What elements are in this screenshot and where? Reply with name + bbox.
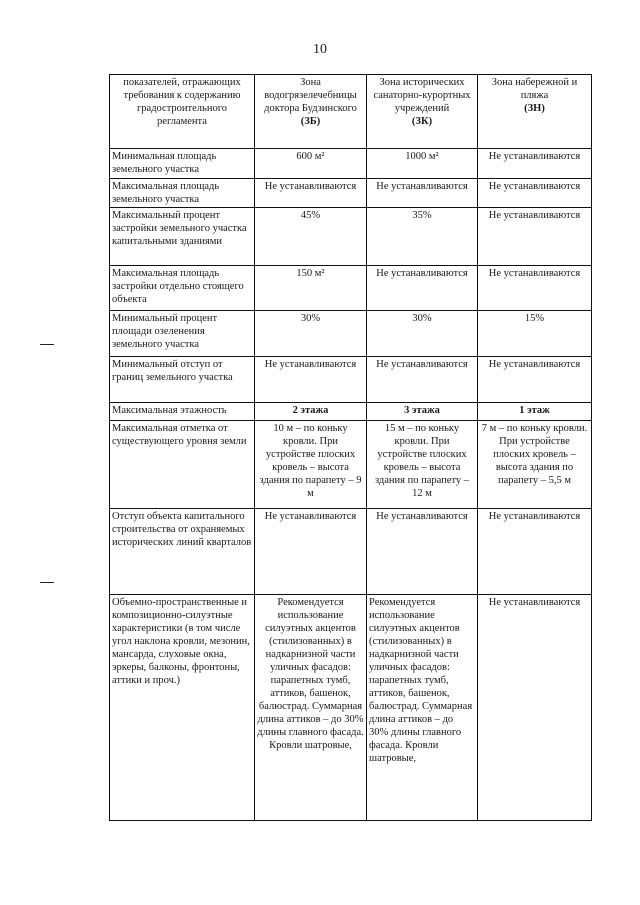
cell-zb: 2 этажа	[255, 403, 367, 421]
table-row	[110, 179, 592, 208]
cell-zk: 1000 м²	[367, 149, 478, 179]
zone-zk-name: Зона исторических санаторно-курортных учреждений	[373, 77, 471, 114]
cell-zn: 15%	[478, 311, 592, 357]
cell-zb: Не устанавливаются	[255, 179, 367, 208]
row-label: Минимальный отступ от границ земельного участка	[110, 357, 255, 403]
header-indicator-cell	[110, 75, 255, 149]
cell-zn: 7 м – по коньку кровли. При устройстве плоских кровель – высота здания по парапету – 5,5 м	[478, 421, 592, 509]
cell-zk: Не устанавливаются	[367, 179, 478, 208]
zone-zb-name: Зона водогрязелечебницы доктора Будзинского	[264, 77, 357, 114]
cell-zb: Не устанавливаются	[255, 357, 367, 403]
zone-zk-code: (ЗК)	[411, 116, 433, 127]
table-row	[110, 357, 592, 403]
page-number: 10	[313, 42, 327, 57]
table-row	[110, 403, 592, 421]
row-label: Максимальная этажность	[110, 403, 255, 421]
header-zone-zn	[478, 75, 592, 149]
cell-zk: Не устанавливаются	[367, 266, 478, 311]
cell-zk: Не устанавливаются	[367, 357, 478, 403]
cell-zn: Не устанавливаются	[478, 149, 592, 179]
table-row	[110, 208, 592, 266]
cell-zk: 15 м – по коньку кровли. При устройстве плоских кровель – высота здания по парапету – 12 м	[367, 421, 478, 509]
row-label: Максимальная площадь застройки отдельно стоящего объекта	[110, 266, 255, 311]
table-row	[110, 266, 592, 311]
row-label: Максимальная отметка от существующего уровня земли	[110, 421, 255, 509]
row-label: Минимальный процент площади озеленения земельного участка	[110, 311, 255, 357]
zone-zb-code: (ЗБ)	[300, 116, 321, 127]
cell-zn: Не устанавливаются	[478, 509, 592, 595]
row-label: Максимальная площадь земельного участка	[110, 179, 255, 208]
cell-zb: 10 м – по коньку кровли. При устройстве плоских кровель – высота здания по парапету – 9 м	[255, 421, 367, 509]
margin-mark	[40, 344, 54, 345]
table-row	[110, 509, 592, 595]
zone-zn-code: (ЗН)	[524, 103, 545, 114]
zone-zn-name: Зона набережной и пляжа	[491, 77, 578, 101]
row-label: Максимальный процент застройки земельного участка капитальными зданиями	[110, 208, 255, 266]
cell-zb: 30%	[255, 311, 367, 357]
table-row	[110, 311, 592, 357]
row-label: Отступ объекта капитального строительства от охраняемых исторических линий кварталов	[110, 509, 255, 595]
cell-zb: 600 м²	[255, 149, 367, 179]
cell-zb: 45%	[255, 208, 367, 266]
table-header-row	[110, 75, 592, 149]
row-label: Объемно-пространственные и композиционно-силуэтные характеристики (в том числе угол наклона кровли, мезонин, мансарда, слуховые окна, эркеры, балконы, фронтоны, аттики и проч.)	[110, 595, 255, 821]
cell-zk: Не устанавливаются	[367, 509, 478, 595]
cell-zn: Не устанавливаются	[478, 266, 592, 311]
cell-zn: Не устанавливаются	[478, 595, 592, 821]
cell-zb: Не устанавливаются	[255, 509, 367, 595]
cell-zk: 30%	[367, 311, 478, 357]
table-row	[110, 149, 592, 179]
cell-zk: 35%	[367, 208, 478, 266]
cell-zb: 150 м²	[255, 266, 367, 311]
regulation-table	[109, 74, 592, 821]
cell-zk: Рекомендуется использование силуэтных акцентов (стилизованных) в надкарнизной части уличных фасадов: парапетных тумб, аттиков, башенок, балюстрад. Суммарная длина аттиков – до 30% длины главного фасада. Кровли шатровые,	[367, 595, 478, 821]
row-label: Минимальная площадь земельного участка	[110, 149, 255, 179]
cell-zn: Не устанавливаются	[478, 179, 592, 208]
cell-zn: 1 этаж	[478, 403, 592, 421]
table-row	[110, 421, 592, 509]
header-zone-zk	[367, 75, 478, 149]
margin-mark	[40, 582, 54, 583]
header-indicator-text: показателей, отражающих требования к содержанию градостроительного регламента	[123, 77, 241, 127]
cell-zk: 3 этажа	[367, 403, 478, 421]
cell-zn: Не устанавливаются	[478, 208, 592, 266]
header-zone-zb	[255, 75, 367, 149]
table-row	[110, 595, 592, 821]
cell-zb: Рекомендуется использование силуэтных акцентов (стилизованных) в надкарнизной части уличных фасадов: парапетных тумб, аттиков, башенок, балюстрад. Суммарная длина аттиков – до 30% длины главного фасада. Кровли шатровые,	[255, 595, 367, 821]
cell-zn: Не устанавливаются	[478, 357, 592, 403]
